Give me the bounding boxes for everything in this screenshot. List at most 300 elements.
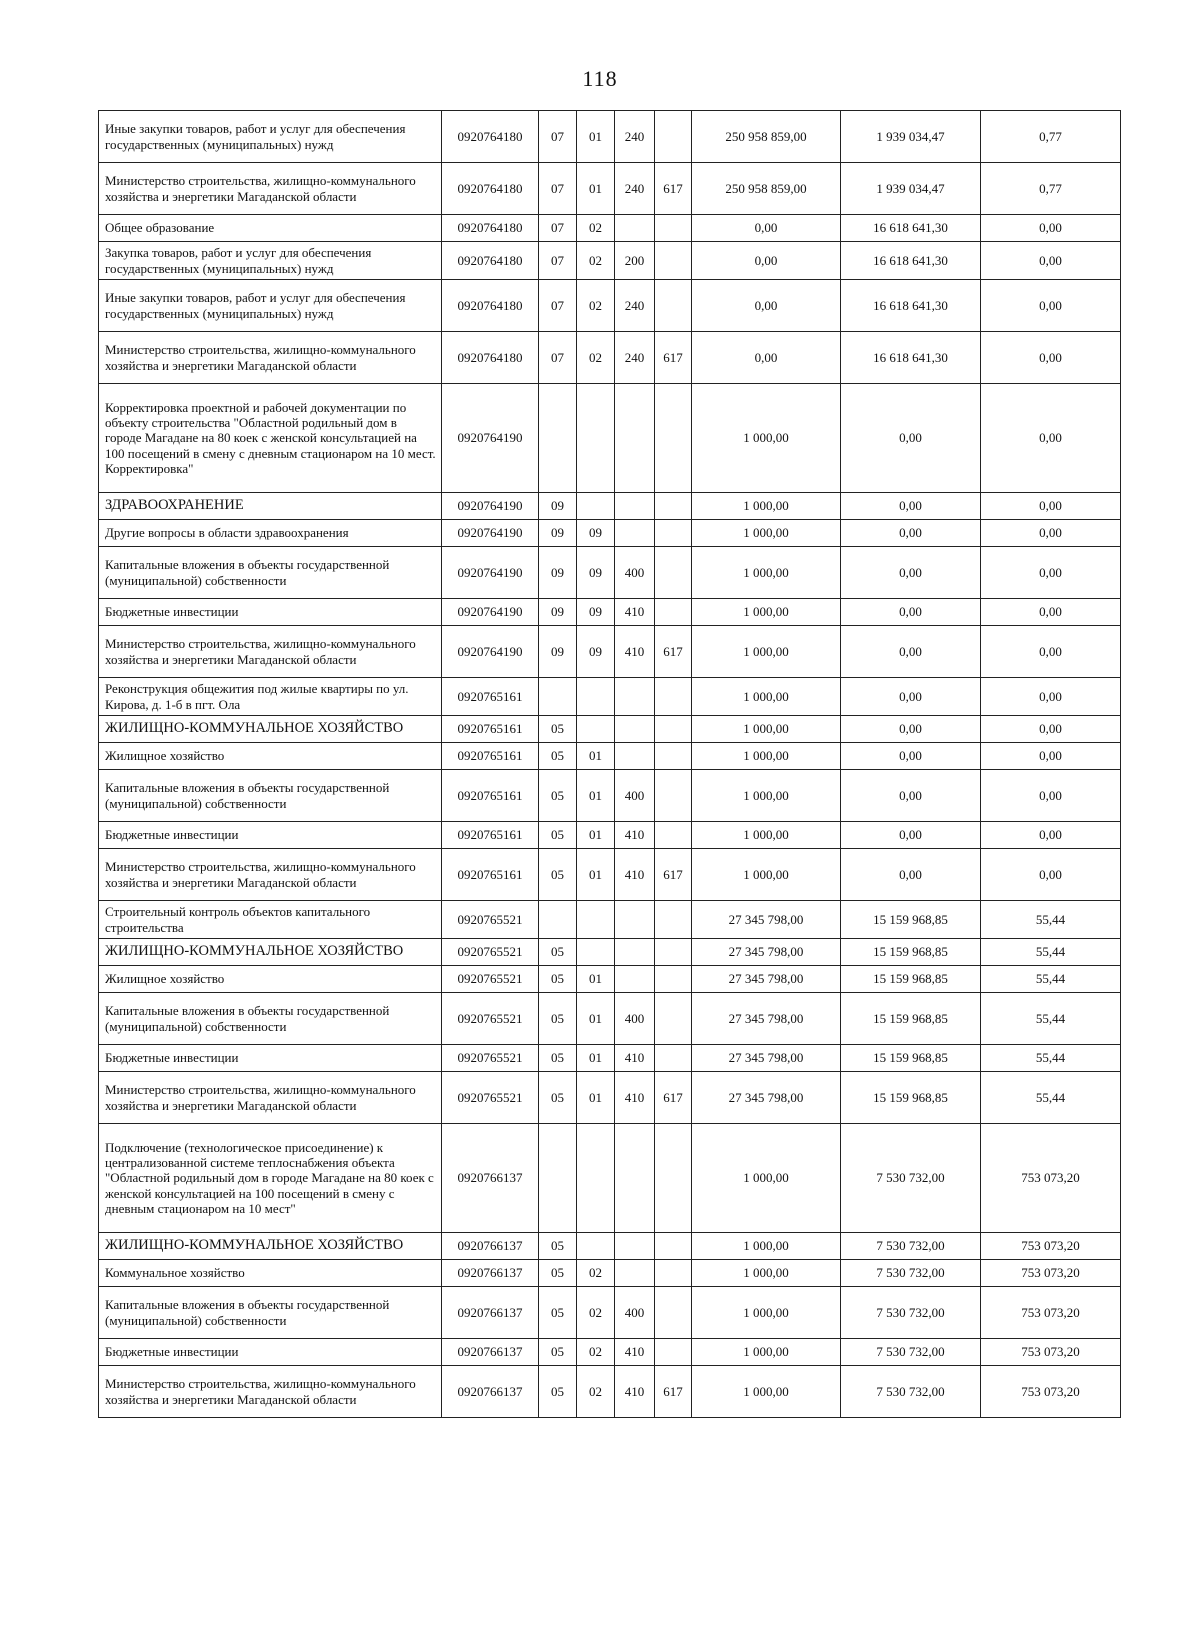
administrator-code	[655, 520, 692, 547]
item-name: Жилищное хозяйство	[99, 966, 442, 993]
execution-percent: 55,44	[981, 939, 1121, 966]
item-name: Капитальные вложения в объекты государственной (муниципальной) собственности	[99, 1287, 442, 1339]
administrator-code	[655, 939, 692, 966]
administrator-code	[655, 966, 692, 993]
table-row	[99, 242, 1121, 280]
item-name: Министерство строительства, жилищно-коммунального хозяйства и энергетики Магаданской области	[99, 849, 442, 901]
expense-type-code: 400	[615, 1287, 655, 1339]
expense-type-code: 410	[615, 849, 655, 901]
administrator-code: 617	[655, 332, 692, 384]
executed-amount: 0,00	[841, 743, 981, 770]
expense-type-code	[615, 1260, 655, 1287]
execution-percent: 55,44	[981, 966, 1121, 993]
target-code: 0920765161	[442, 770, 539, 822]
planned-amount: 1 000,00	[692, 1260, 841, 1287]
table-row	[99, 901, 1121, 939]
section-code: 07	[539, 215, 577, 242]
subsection-code: 09	[577, 520, 615, 547]
subsection-code	[577, 493, 615, 520]
section-code: 05	[539, 939, 577, 966]
section-code: 05	[539, 1260, 577, 1287]
execution-percent: 0,77	[981, 163, 1121, 215]
expense-type-code	[615, 215, 655, 242]
table-row	[99, 822, 1121, 849]
executed-amount: 0,00	[841, 626, 981, 678]
expense-type-code: 410	[615, 1072, 655, 1124]
table-row	[99, 493, 1121, 520]
target-code: 0920765161	[442, 678, 539, 716]
administrator-code: 617	[655, 1366, 692, 1418]
table-row	[99, 280, 1121, 332]
execution-percent: 55,44	[981, 993, 1121, 1045]
subsection-code: 02	[577, 1260, 615, 1287]
target-code: 0920766137	[442, 1366, 539, 1418]
table-row	[99, 1124, 1121, 1233]
expense-type-code: 410	[615, 599, 655, 626]
administrator-code	[655, 743, 692, 770]
execution-percent: 0,00	[981, 332, 1121, 384]
subsection-code: 01	[577, 966, 615, 993]
page-number: 118	[582, 66, 618, 91]
planned-amount: 1 000,00	[692, 822, 841, 849]
administrator-code	[655, 384, 692, 493]
planned-amount: 0,00	[692, 332, 841, 384]
executed-amount: 0,00	[841, 384, 981, 493]
execution-percent: 753 073,20	[981, 1124, 1121, 1233]
item-name: Строительный контроль объектов капитального строительства	[99, 901, 442, 939]
execution-percent: 753 073,20	[981, 1260, 1121, 1287]
planned-amount: 1 000,00	[692, 1287, 841, 1339]
executed-amount: 7 530 732,00	[841, 1366, 981, 1418]
planned-amount: 1 000,00	[692, 1339, 841, 1366]
executed-amount: 7 530 732,00	[841, 1260, 981, 1287]
target-code: 0920764190	[442, 626, 539, 678]
administrator-code	[655, 547, 692, 599]
administrator-code	[655, 993, 692, 1045]
target-code: 0920764190	[442, 520, 539, 547]
item-name: Другие вопросы в области здравоохранения	[99, 520, 442, 547]
planned-amount: 1 000,00	[692, 1366, 841, 1418]
administrator-code	[655, 242, 692, 280]
executed-amount: 15 159 968,85	[841, 901, 981, 939]
expense-type-code	[615, 901, 655, 939]
execution-percent: 55,44	[981, 1072, 1121, 1124]
executed-amount: 0,00	[841, 493, 981, 520]
execution-percent: 0,00	[981, 849, 1121, 901]
section-code	[539, 678, 577, 716]
planned-amount: 1 000,00	[692, 626, 841, 678]
section-code: 07	[539, 332, 577, 384]
planned-amount: 1 000,00	[692, 770, 841, 822]
table-row	[99, 716, 1121, 743]
execution-percent: 753 073,20	[981, 1287, 1121, 1339]
item-name: Бюджетные инвестиции	[99, 1339, 442, 1366]
table-row	[99, 743, 1121, 770]
expense-type-code	[615, 966, 655, 993]
target-code: 0920765521	[442, 1072, 539, 1124]
item-name: Министерство строительства, жилищно-коммунального хозяйства и энергетики Магаданской области	[99, 1366, 442, 1418]
executed-amount: 0,00	[841, 822, 981, 849]
subsection-code: 02	[577, 1366, 615, 1418]
section-code: 09	[539, 520, 577, 547]
section-code: 07	[539, 242, 577, 280]
target-code: 0920766137	[442, 1124, 539, 1233]
executed-amount: 0,00	[841, 849, 981, 901]
executed-amount: 16 618 641,30	[841, 215, 981, 242]
subsection-code	[577, 1233, 615, 1260]
executed-amount: 15 159 968,85	[841, 939, 981, 966]
execution-percent: 0,00	[981, 280, 1121, 332]
section-code	[539, 384, 577, 493]
target-code: 0920764180	[442, 332, 539, 384]
planned-amount: 1 000,00	[692, 716, 841, 743]
planned-amount: 1 000,00	[692, 1124, 841, 1233]
administrator-code	[655, 822, 692, 849]
target-code: 0920764180	[442, 280, 539, 332]
subsection-code: 02	[577, 1339, 615, 1366]
table-row	[99, 520, 1121, 547]
execution-percent: 0,00	[981, 384, 1121, 493]
section-code: 05	[539, 1045, 577, 1072]
executed-amount: 0,00	[841, 520, 981, 547]
execution-percent: 0,00	[981, 215, 1121, 242]
table-row	[99, 993, 1121, 1045]
planned-amount: 1 000,00	[692, 493, 841, 520]
execution-percent: 0,00	[981, 822, 1121, 849]
target-code: 0920764190	[442, 547, 539, 599]
item-name: Министерство строительства, жилищно-коммунального хозяйства и энергетики Магаданской области	[99, 332, 442, 384]
administrator-code	[655, 901, 692, 939]
target-code: 0920765161	[442, 822, 539, 849]
expense-type-code	[615, 939, 655, 966]
subsection-code	[577, 939, 615, 966]
section-code: 07	[539, 163, 577, 215]
execution-percent: 0,00	[981, 678, 1121, 716]
planned-amount: 1 000,00	[692, 849, 841, 901]
executed-amount: 0,00	[841, 770, 981, 822]
administrator-code: 617	[655, 163, 692, 215]
executed-amount: 15 159 968,85	[841, 1072, 981, 1124]
item-name: Корректировка проектной и рабочей документации по объекту строительства "Областной родильный дом в городе Магадане на 80 коек с женской консультацией на 100 посещений в смену с дневным стационаром на 10 мест. Корректировка"	[99, 384, 442, 493]
table-row	[99, 849, 1121, 901]
planned-amount: 1 000,00	[692, 547, 841, 599]
subsection-code	[577, 384, 615, 493]
subsection-code: 02	[577, 280, 615, 332]
subsection-code: 02	[577, 215, 615, 242]
target-code: 0920766137	[442, 1260, 539, 1287]
item-name: Министерство строительства, жилищно-коммунального хозяйства и энергетики Магаданской области	[99, 1072, 442, 1124]
section-code: 05	[539, 1339, 577, 1366]
executed-amount: 15 159 968,85	[841, 993, 981, 1045]
item-name: ЗДРАВООХРАНЕНИЕ	[99, 493, 442, 520]
expense-type-code: 410	[615, 1045, 655, 1072]
expense-type-code: 200	[615, 242, 655, 280]
executed-amount: 15 159 968,85	[841, 966, 981, 993]
expense-type-code	[615, 384, 655, 493]
administrator-code	[655, 1124, 692, 1233]
subsection-code: 01	[577, 1072, 615, 1124]
subsection-code: 01	[577, 111, 615, 163]
expense-type-code: 400	[615, 770, 655, 822]
planned-amount: 0,00	[692, 280, 841, 332]
target-code: 0920765161	[442, 849, 539, 901]
table-row	[99, 966, 1121, 993]
subsection-code: 01	[577, 163, 615, 215]
expense-type-code: 240	[615, 163, 655, 215]
subsection-code: 09	[577, 626, 615, 678]
executed-amount: 15 159 968,85	[841, 1045, 981, 1072]
planned-amount: 1 000,00	[692, 678, 841, 716]
table-row	[99, 215, 1121, 242]
table-row	[99, 1339, 1121, 1366]
item-name: Бюджетные инвестиции	[99, 822, 442, 849]
expense-type-code: 410	[615, 626, 655, 678]
target-code: 0920764180	[442, 242, 539, 280]
table-row	[99, 1287, 1121, 1339]
section-code: 09	[539, 626, 577, 678]
table-row	[99, 1072, 1121, 1124]
target-code: 0920764190	[442, 493, 539, 520]
subsection-code: 02	[577, 1287, 615, 1339]
item-name: Подключение (технологическое присоединение) к централизованной системе теплоснабжения объекта "Областной родильный дом в городе Магадане на 80 коек с женской консультацией на 100 посещений в смену с дневным стационаром на 10 мест"	[99, 1124, 442, 1233]
table-row	[99, 332, 1121, 384]
section-code: 05	[539, 966, 577, 993]
section-code: 05	[539, 770, 577, 822]
target-code: 0920765161	[442, 716, 539, 743]
administrator-code	[655, 493, 692, 520]
execution-percent: 753 073,20	[981, 1366, 1121, 1418]
item-name: ЖИЛИЩНО-КОММУНАЛЬНОЕ ХОЗЯЙСТВО	[99, 716, 442, 743]
item-name: Бюджетные инвестиции	[99, 599, 442, 626]
item-name: ЖИЛИЩНО-КОММУНАЛЬНОЕ ХОЗЯЙСТВО	[99, 939, 442, 966]
target-code: 0920764180	[442, 215, 539, 242]
planned-amount: 1 000,00	[692, 599, 841, 626]
item-name: Жилищное хозяйство	[99, 743, 442, 770]
expense-type-code	[615, 743, 655, 770]
expense-type-code: 240	[615, 111, 655, 163]
subsection-code	[577, 678, 615, 716]
expense-type-code	[615, 520, 655, 547]
subsection-code	[577, 901, 615, 939]
section-code: 05	[539, 743, 577, 770]
administrator-code: 617	[655, 849, 692, 901]
subsection-code: 01	[577, 770, 615, 822]
subsection-code: 01	[577, 743, 615, 770]
target-code: 0920765521	[442, 1045, 539, 1072]
execution-percent: 55,44	[981, 901, 1121, 939]
execution-percent: 0,77	[981, 111, 1121, 163]
executed-amount: 7 530 732,00	[841, 1339, 981, 1366]
table-row	[99, 939, 1121, 966]
administrator-code	[655, 770, 692, 822]
expense-type-code: 400	[615, 547, 655, 599]
item-name: Закупка товаров, работ и услуг для обеспечения государственных (муниципальных) нужд	[99, 242, 442, 280]
item-name: Капитальные вложения в объекты государственной (муниципальной) собственности	[99, 547, 442, 599]
item-name: Капитальные вложения в объекты государственной (муниципальной) собственности	[99, 770, 442, 822]
executed-amount: 0,00	[841, 599, 981, 626]
planned-amount: 27 345 798,00	[692, 1045, 841, 1072]
administrator-code	[655, 280, 692, 332]
subsection-code: 02	[577, 332, 615, 384]
table-row	[99, 1260, 1121, 1287]
section-code	[539, 1124, 577, 1233]
item-name: Бюджетные инвестиции	[99, 1045, 442, 1072]
planned-amount: 1 000,00	[692, 1233, 841, 1260]
execution-percent: 0,00	[981, 716, 1121, 743]
subsection-code: 09	[577, 599, 615, 626]
expense-type-code	[615, 1233, 655, 1260]
expense-type-code	[615, 493, 655, 520]
administrator-code	[655, 1260, 692, 1287]
section-code: 05	[539, 822, 577, 849]
table-row	[99, 626, 1121, 678]
expense-type-code: 410	[615, 822, 655, 849]
planned-amount: 27 345 798,00	[692, 1072, 841, 1124]
target-code: 0920766137	[442, 1233, 539, 1260]
administrator-code	[655, 1339, 692, 1366]
target-code: 0920766137	[442, 1287, 539, 1339]
administrator-code	[655, 716, 692, 743]
administrator-code	[655, 678, 692, 716]
execution-percent: 0,00	[981, 242, 1121, 280]
target-code: 0920766137	[442, 1339, 539, 1366]
execution-percent: 753 073,20	[981, 1339, 1121, 1366]
target-code: 0920764190	[442, 384, 539, 493]
target-code: 0920765521	[442, 966, 539, 993]
target-code: 0920765521	[442, 939, 539, 966]
table-row	[99, 111, 1121, 163]
planned-amount: 27 345 798,00	[692, 966, 841, 993]
planned-amount: 0,00	[692, 242, 841, 280]
section-code: 05	[539, 1287, 577, 1339]
executed-amount: 0,00	[841, 716, 981, 743]
planned-amount: 250 958 859,00	[692, 163, 841, 215]
executed-amount: 7 530 732,00	[841, 1124, 981, 1233]
item-name: Министерство строительства, жилищно-коммунального хозяйства и энергетики Магаданской области	[99, 163, 442, 215]
section-code: 05	[539, 1366, 577, 1418]
section-code: 07	[539, 111, 577, 163]
expense-type-code	[615, 716, 655, 743]
administrator-code	[655, 1287, 692, 1339]
table-row	[99, 678, 1121, 716]
planned-amount: 1 000,00	[692, 520, 841, 547]
section-code: 09	[539, 547, 577, 599]
administrator-code: 617	[655, 626, 692, 678]
executed-amount: 16 618 641,30	[841, 242, 981, 280]
table-row	[99, 547, 1121, 599]
expense-type-code: 400	[615, 993, 655, 1045]
planned-amount: 27 345 798,00	[692, 993, 841, 1045]
table-row	[99, 1366, 1121, 1418]
execution-percent: 0,00	[981, 626, 1121, 678]
section-code: 05	[539, 1233, 577, 1260]
item-name: Иные закупки товаров, работ и услуг для обеспечения государственных (муниципальных) нужд	[99, 111, 442, 163]
section-code: 05	[539, 716, 577, 743]
planned-amount: 1 000,00	[692, 384, 841, 493]
planned-amount: 250 958 859,00	[692, 111, 841, 163]
section-code: 05	[539, 849, 577, 901]
expense-type-code: 240	[615, 332, 655, 384]
target-code: 0920765161	[442, 743, 539, 770]
item-name: Коммунальное хозяйство	[99, 1260, 442, 1287]
execution-percent: 0,00	[981, 493, 1121, 520]
executed-amount: 7 530 732,00	[841, 1233, 981, 1260]
executed-amount: 1 939 034,47	[841, 163, 981, 215]
expense-type-code: 410	[615, 1366, 655, 1418]
administrator-code	[655, 215, 692, 242]
target-code: 0920765521	[442, 901, 539, 939]
table-row	[99, 599, 1121, 626]
section-code: 09	[539, 599, 577, 626]
section-code	[539, 901, 577, 939]
administrator-code	[655, 111, 692, 163]
execution-percent: 0,00	[981, 743, 1121, 770]
target-code: 0920764190	[442, 599, 539, 626]
administrator-code	[655, 1233, 692, 1260]
administrator-code	[655, 1045, 692, 1072]
executed-amount: 0,00	[841, 678, 981, 716]
executed-amount: 1 939 034,47	[841, 111, 981, 163]
table-row	[99, 163, 1121, 215]
subsection-code: 01	[577, 993, 615, 1045]
executed-amount: 16 618 641,30	[841, 332, 981, 384]
expense-type-code: 240	[615, 280, 655, 332]
execution-percent: 55,44	[981, 1045, 1121, 1072]
item-name: Министерство строительства, жилищно-коммунального хозяйства и энергетики Магаданской области	[99, 626, 442, 678]
target-code: 0920765521	[442, 993, 539, 1045]
executed-amount: 16 618 641,30	[841, 280, 981, 332]
section-code: 09	[539, 493, 577, 520]
section-code: 07	[539, 280, 577, 332]
table-row	[99, 1045, 1121, 1072]
subsection-code	[577, 1124, 615, 1233]
subsection-code	[577, 716, 615, 743]
item-name: Общее образование	[99, 215, 442, 242]
planned-amount: 27 345 798,00	[692, 901, 841, 939]
item-name: Иные закупки товаров, работ и услуг для обеспечения государственных (муниципальных) нужд	[99, 280, 442, 332]
target-code: 0920764180	[442, 163, 539, 215]
table-row	[99, 770, 1121, 822]
planned-amount: 27 345 798,00	[692, 939, 841, 966]
table-row	[99, 1233, 1121, 1260]
execution-percent: 0,00	[981, 770, 1121, 822]
planned-amount: 0,00	[692, 215, 841, 242]
item-name: ЖИЛИЩНО-КОММУНАЛЬНОЕ ХОЗЯЙСТВО	[99, 1233, 442, 1260]
target-code: 0920764180	[442, 111, 539, 163]
subsection-code: 02	[577, 242, 615, 280]
executed-amount: 0,00	[841, 547, 981, 599]
executed-amount: 7 530 732,00	[841, 1287, 981, 1339]
execution-percent: 753 073,20	[981, 1233, 1121, 1260]
administrator-code	[655, 599, 692, 626]
planned-amount: 1 000,00	[692, 743, 841, 770]
subsection-code: 09	[577, 547, 615, 599]
section-code: 05	[539, 993, 577, 1045]
budget-table	[98, 110, 1121, 1418]
administrator-code: 617	[655, 1072, 692, 1124]
expense-type-code	[615, 1124, 655, 1233]
execution-percent: 0,00	[981, 547, 1121, 599]
subsection-code: 01	[577, 849, 615, 901]
section-code: 05	[539, 1072, 577, 1124]
execution-percent: 0,00	[981, 520, 1121, 547]
subsection-code: 01	[577, 1045, 615, 1072]
table-body	[99, 111, 1121, 1418]
expense-type-code: 410	[615, 1339, 655, 1366]
item-name: Капитальные вложения в объекты государственной (муниципальной) собственности	[99, 993, 442, 1045]
table-row	[99, 384, 1121, 493]
item-name: Реконструкция общежития под жилые квартиры по ул. Кирова, д. 1-б в пгт. Ола	[99, 678, 442, 716]
